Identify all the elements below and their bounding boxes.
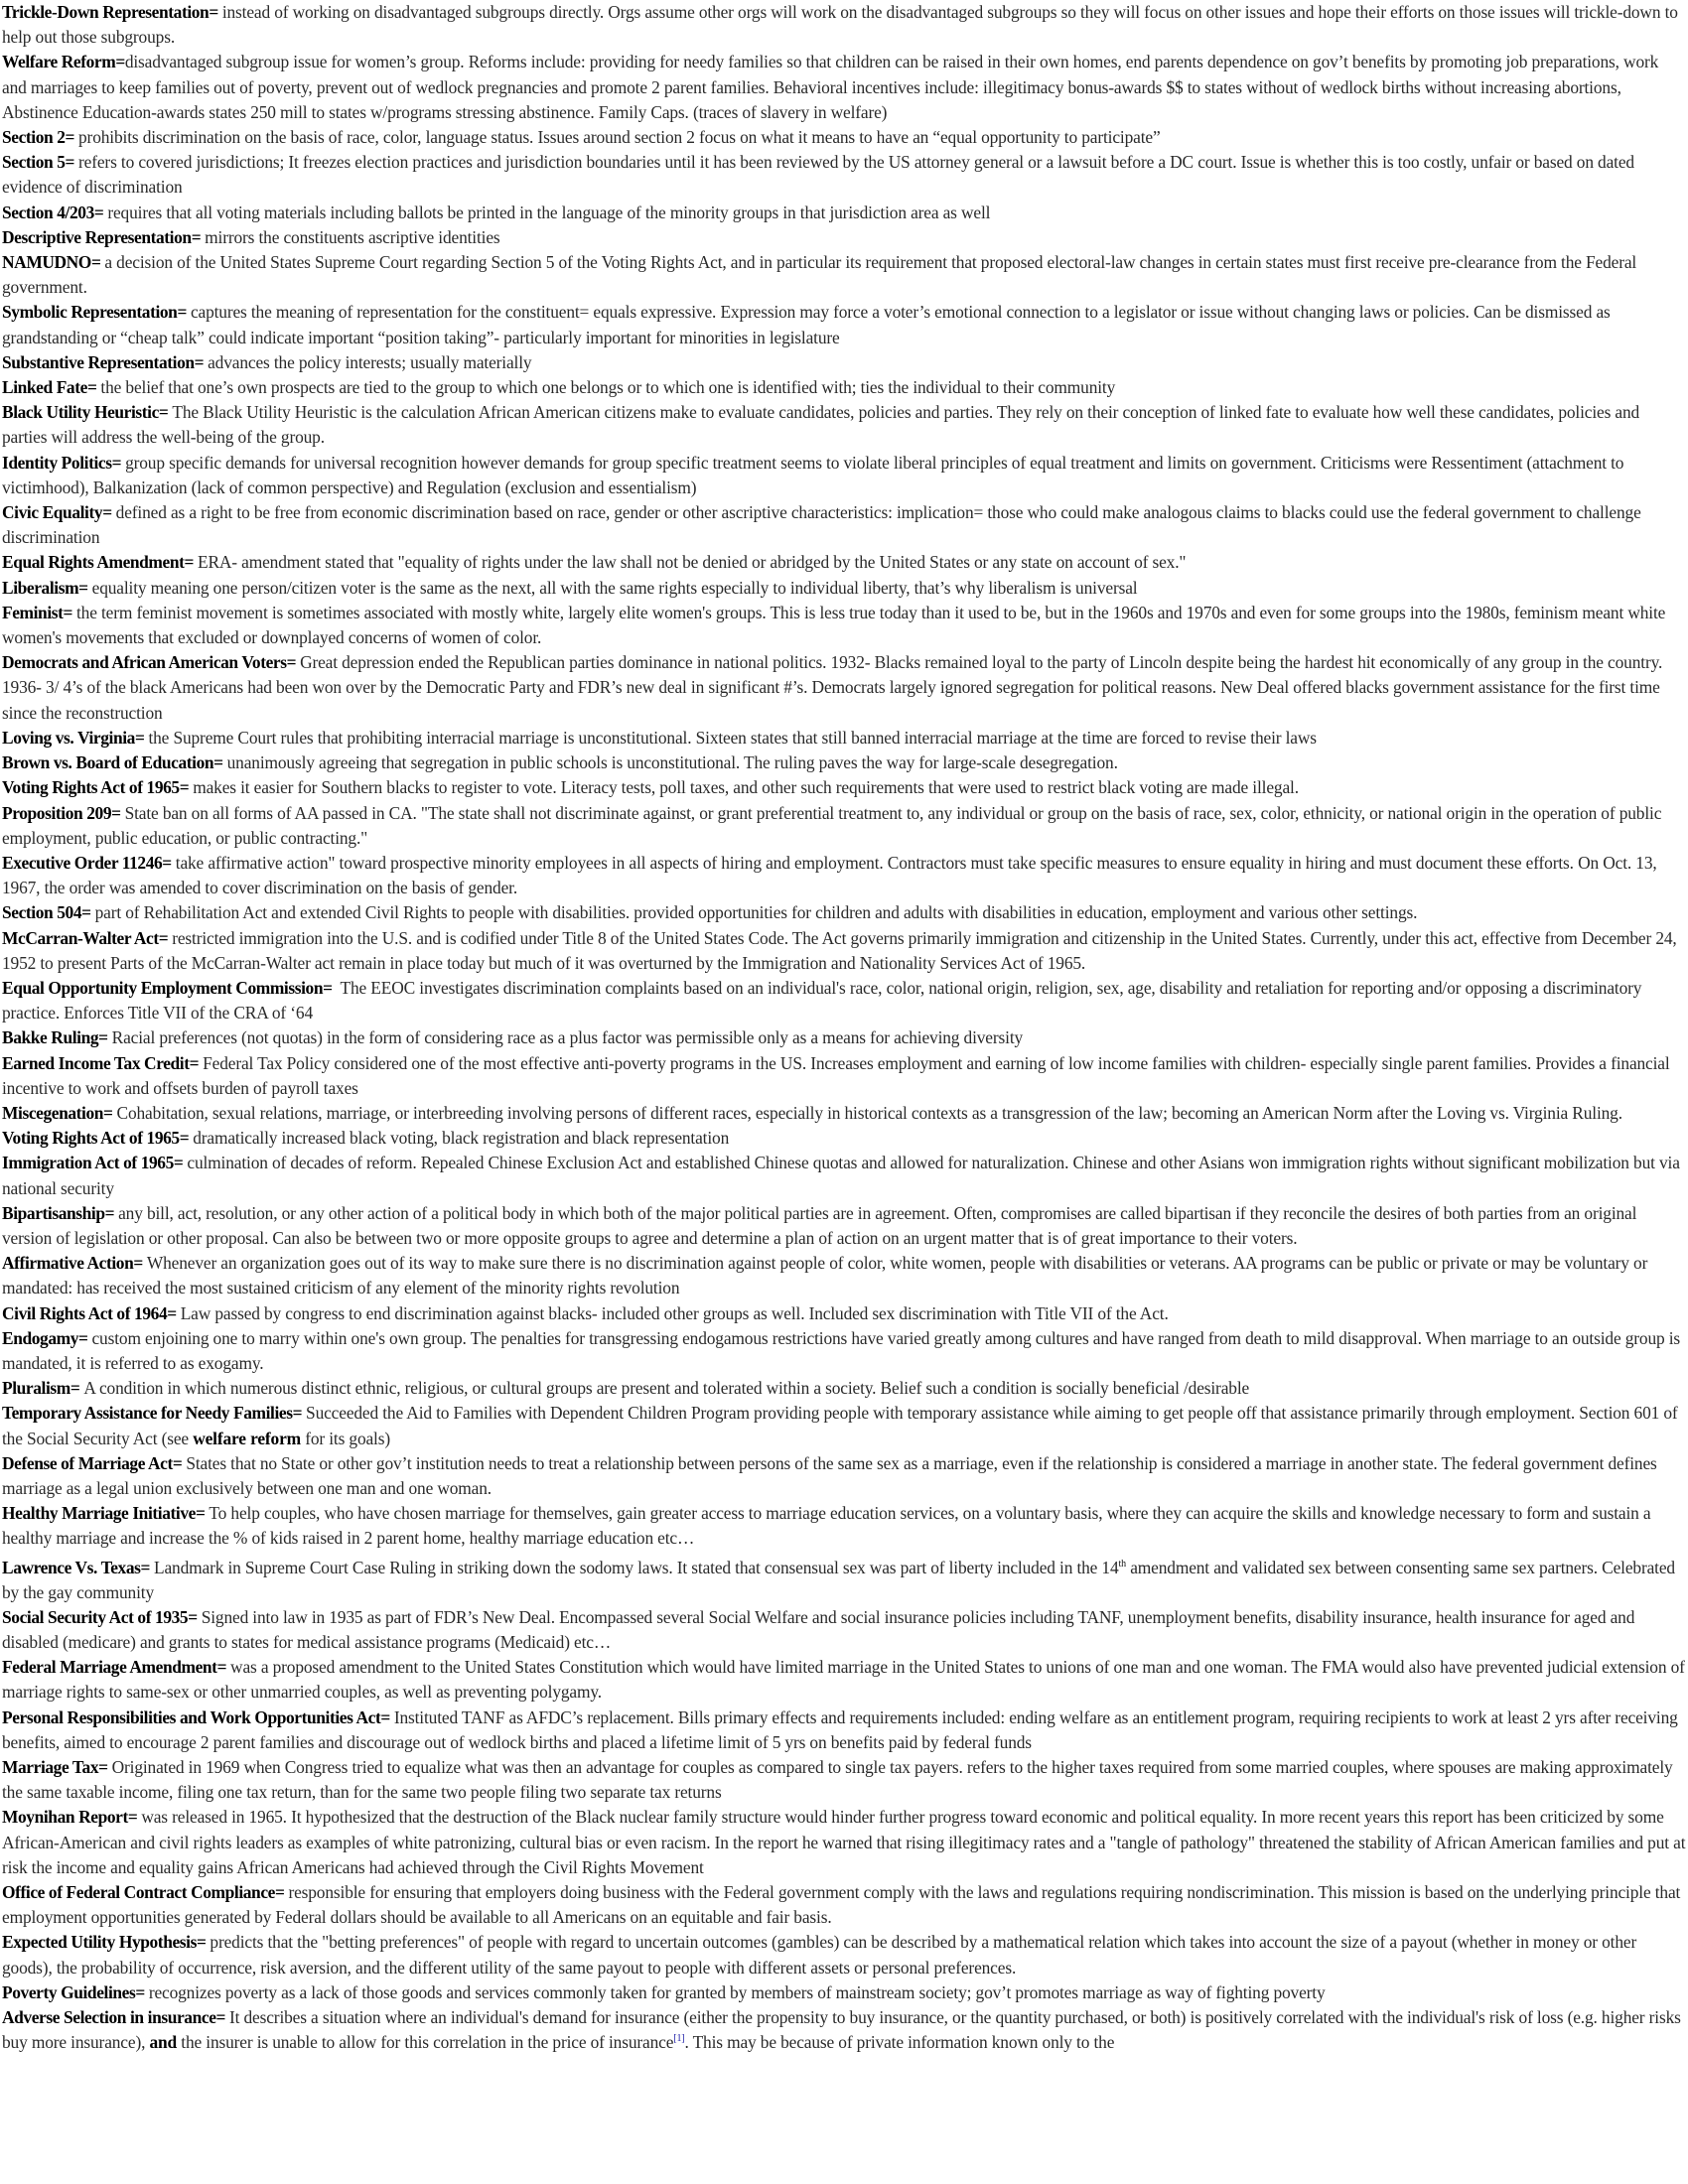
term-separator: = [213, 752, 227, 773]
glossary-term: Moynihan Report [2, 1807, 128, 1828]
glossary-term: Feminist [2, 602, 64, 622]
glossary-entry [2, 1376, 1686, 1401]
glossary-definition: makes it easier for Southern blacks to register to vote. Literacy tests, poll taxes, and other such requirements that were used to restrict black voting are made illegal. [193, 777, 1299, 798]
glossary-entry [2, 550, 1686, 575]
glossary-entry [2, 125, 1686, 150]
glossary-term: Symbolic Representation [2, 302, 178, 323]
glossary-term: Loving vs. Virginia [2, 727, 135, 748]
glossary-term: Voting Rights Act of 1965 [2, 777, 180, 798]
glossary-definition: equality meaning one person/citizen voter is the same as the next, all with the same rights especially to individual liberty, that’s why liberalism is universal [91, 577, 1138, 598]
glossary-term: Defense of Marriage Act [2, 1452, 173, 1473]
glossary-definition: Landmark in Supreme Court Case Ruling in striking down the sodomy laws. It stated that consensual sex was part of liberty included in the 14 [153, 1557, 1119, 1577]
superscript: th [1118, 1558, 1127, 1570]
glossary-entry [2, 775, 1686, 800]
term-separator: = [173, 1153, 188, 1173]
term-separator: = [111, 452, 126, 473]
glossary-term: Civil Rights Act of 1964 [2, 1302, 168, 1323]
glossary-definition-continued: the insurer is unable to allow for this correlation in the price of insurance [177, 2032, 674, 2053]
glossary-definition: ERA- amendment stated that "equality of rights under the law shall not be denied or abridged by the United States or any state on account of sex." [197, 552, 1187, 573]
term-separator: = [196, 1932, 211, 1953]
term-separator: = [135, 1981, 149, 2002]
glossary-definition: custom enjoining one to marry within one's own group. The penalties for transgressing endogamous restrictions have varied greatly among cultures and have ranged from death to mild disapproval. When marriage to an outside group is mandated, it is referred to as exogamy. [2, 1327, 1681, 1373]
term-separator: = [90, 252, 105, 273]
glossary-entry [2, 451, 1686, 500]
glossary-definition: Whenever an organization goes out of its way to make sure there is no discrimination against people of color, white women, people with disabilities or veterans. AA programs can be public or private or may be voluntary or mandated: has received the most sustained criticism of any element of the minority rights revolution [2, 1253, 1648, 1298]
term-separator: = [63, 602, 76, 622]
glossary-term: Bipartisanship [2, 1202, 105, 1223]
glossary-entry [2, 1930, 1686, 1979]
term-separator: = [167, 1302, 181, 1323]
glossary-term: Democrats and African American Voters [2, 652, 287, 673]
glossary-entry [2, 1552, 1686, 1605]
term-separator: = [380, 1706, 394, 1727]
glossary-definition: part of Rehabilitation Act and extended Civil Rights to people with disabilities. provided opportunities for children and adults with disabilities in education, employment and various other settings. [94, 902, 1418, 923]
glossary-entry [2, 650, 1686, 726]
term-separator: = [70, 1378, 84, 1399]
term-separator: = [184, 552, 198, 573]
glossary-term: Endogamy [2, 1327, 79, 1348]
glossary-term: Pluralism [2, 1378, 70, 1399]
glossary-term: Temporary Assistance for Needy Families [2, 1403, 293, 1424]
glossary-definition-tail: for its goals) [301, 1428, 391, 1448]
glossary-entry [2, 1401, 1686, 1450]
glossary-definition: mirrors the constituents ascriptive identities [205, 226, 500, 247]
glossary-entry [2, 1051, 1686, 1101]
glossary-definition: the term feminist movement is sometimes associated with mostly white, largely elite women's groups. This is less true today than it used to be, but in the 1960s and 1970s and even for some groups into the 1980s, feminism meant white women's movements that excluded or downplayed concerns of women of color. [2, 602, 1666, 648]
term-separator: = [127, 1807, 142, 1828]
glossary-definition: requires that all voting materials including ballots be printed in the language of the minority groups in that jurisdiction area as well [107, 202, 991, 222]
glossary-entry [2, 1126, 1686, 1151]
glossary-definition: any bill, act, resolution, or any other action of a political body in which both of the major political parties are in agreement. Often, compromises are called bipartisan if they reconcile the desires of both parties from an original version of legislation or other proposal. Can also be between two or more opposite groups to agree and determine a plan of action on an urgent matter that is of great importance to their voters. [2, 1202, 1637, 1248]
glossary-definition: defined as a right to be free from economic discrimination based on race, gender or other ascriptive characteristics: implication= those who could make analogous claims to blacks could use the federal government to challenge discrimination [2, 502, 1641, 548]
glossary-term: Social Security Act of 1935 [2, 1606, 189, 1627]
glossary-term: Poverty Guidelines [2, 1981, 136, 2002]
glossary-definition: restricted immigration into the U.S. and is codified under Title 8 of the United States Code. The Act governs primarily immigration and citizenship in the United States. Currently, under this act, effective from December 24, 1952 to present Parts of the McCarran-Walter act remain in place today but much of it was overturned by the Immigration and Nationality Services Act of 1965. [2, 927, 1677, 973]
term-separator: = [189, 1052, 204, 1073]
glossary-definition: predicts that the "betting preferences" of people with regard to uncertain outcomes (gambles) can be described by a mathematical relation which takes into account the size of a payout (whether in money or other goods), the probability of occurrence, risk aversion, and the different utility of the same payout to people with different assets or personal preferences. [2, 1932, 1637, 1978]
term-separator: = [111, 802, 125, 823]
glossary-definition: States that no State or other gov’t institution needs to treat a relationship between persons of the same sex as a marriage, even if the relationship is considered a marriage in another state. The federal government defines marriage as a legal union exclusively between one man and one woman. [2, 1452, 1657, 1498]
glossary-term: Brown vs. Board of Education [2, 752, 214, 773]
glossary-entry [2, 976, 1686, 1025]
glossary-definition: was a proposed amendment to the United States Constitution which would have limited marriage in the United States to unions of one man and one woman. The FMA would also have prevented judicial extension of marriage rights to same-sex or other unmarried couples, as well as preventing polygamy. [2, 1657, 1685, 1703]
glossary-entry [2, 1101, 1686, 1126]
glossary-entry [2, 350, 1686, 375]
glossary-entry [2, 1605, 1686, 1655]
glossary-term: Expected Utility Hypothesis [2, 1932, 197, 1953]
glossary-definition: a decision of the United States Supreme Court regarding Section 5 of the Voting Rights Act, and in particular its requirement that proposed electoral-law changes in certain states must first receive pre-clearance from the Federal government. [2, 252, 1637, 298]
footnote-reference-link[interactable]: [1] [673, 2033, 685, 2045]
glossary-entry [2, 1980, 1686, 2005]
glossary-definition: Federal Tax Policy considered one of the most effective anti-poverty programs in the US. Increases employment and earning of low income families with children- especially single parent families. Provides a financial incentive to work and offsets burden of payroll taxes [2, 1052, 1670, 1098]
glossary-definition: dramatically increased black voting, black registration and black representation [193, 1128, 730, 1149]
glossary-entry [2, 1805, 1686, 1880]
glossary-term: Bakke Ruling [2, 1027, 99, 1048]
glossary-definition: the belief that one’s own prospects are tied to the group to which one belongs or to which one is identified with; ties the individual to their community [100, 377, 1116, 398]
term-separator: = [98, 1757, 112, 1778]
glossary-entry [2, 1151, 1686, 1200]
glossary-definition: State ban on all forms of AA passed in CA. "The state shall not discriminate against, or grant preferential treatment to, any individual or group on the basis of race, sex, color, ethnicity, or national origin in the operation of public employment, public education, or public contracting." [2, 802, 1662, 848]
glossary-entry [2, 150, 1686, 200]
term-separator: = [215, 2007, 229, 2028]
glossary-entry [2, 1251, 1686, 1300]
glossary-entry [2, 751, 1686, 775]
glossary-term: Liberalism [2, 577, 79, 598]
glossary-definition: Great depression ended the Republican parties dominance in national politics. 1932- Blacks remained loyal to the party of Lincoln despite being the hardest hit economically of any group in the country. 1936- 3/ 4’s of the black Americans had been won over by the Democratic Party and FDR’s new deal in significant #’s. Democrats largely ignored segregation for political reasons. New Deal offered blacks government assistance for the first time since the reconstruction [2, 652, 1663, 723]
glossary-term: Lawrence Vs. Texas [2, 1557, 141, 1577]
glossary-term: Executive Order 11246 [2, 852, 163, 873]
glossary-term: Descriptive Representation [2, 226, 192, 247]
term-separator: = [115, 52, 125, 72]
glossary-term: Affirmative Action [2, 1253, 134, 1274]
term-separator: = [195, 1503, 210, 1524]
glossary-entry [2, 900, 1686, 925]
glossary-entry [2, 1706, 1686, 1755]
glossary-entry [2, 201, 1686, 225]
glossary-term: Marriage Tax [2, 1757, 99, 1778]
term-separator: = [78, 577, 92, 598]
glossary-definition: the Supreme Court rules that prohibiting interracial marriage is unconstitutional. Sixteen states that still banned interracial marriage at the time are forced to revise their laws [148, 727, 1317, 748]
term-separator: = [86, 377, 101, 398]
glossary-entry [2, 250, 1686, 300]
glossary-definition: unanimously agreeing that segregation in public schools is unconstitutional. The ruling paves the way for large-scale desegregation. [226, 752, 1118, 773]
glossary-definition: Instituted TANF as AFDC’s replacement. Bills primary effects and requirements included: ending welfare as an entitlement program, requiring recipients to work at least 2 yrs after receiving benefits, aimed to encourage 2 parent families and discourage out of wedlock births and placed a lifetime limit of 5 yrs on benefits paid by federal funds [2, 1706, 1678, 1752]
glossary-term: Federal Marriage Amendment [2, 1657, 217, 1678]
term-separator: = [216, 1657, 231, 1678]
glossary-definition-tail: . This may be because of private information known only to the [684, 2032, 1115, 2053]
glossary-entry [2, 300, 1686, 349]
glossary-term: Office of Federal Contract Compliance [2, 1882, 275, 1903]
glossary-term: Immigration Act of 1965 [2, 1153, 174, 1173]
glossary-definition: The Black Utility Heuristic is the calculation African American citizens make to evaluate candidates, policies and parties. They rely on their conception of linked fate to evaluate how well these candidates, policies and parties will address the well-being of the group. [2, 402, 1640, 448]
glossary-definition: instead of working on disadvantaged subgroups directly. Orgs assume other orgs will work on the disadvantaged subgroups so they will focus on other issues and hope their efforts on those issues will trickle-down to help out those subgroups. [2, 2, 1678, 48]
term-separator: = [81, 902, 95, 923]
glossary-definition: was released in 1965. It hypothesized that the destruction of the Black nuclear family structure would hinder further progress toward economic and political equality. In more recent years this report has been criticized by some African-American and civil rights leaders as examples of white patronizing, cultural bias or even racism. In the report he warned that rising illegitimacy rates and a "tangle of pathology" threatened the stability of African American families and put at risk the income and equality gains African Americans had achieved through the Civil Rights Movement [2, 1807, 1686, 1877]
glossary-term: Section 4/203 [2, 202, 94, 222]
glossary-definition: The EEOC investigates discrimination complaints based on an individual's race, color, national origin, religion, sex, age, disability and retaliation for reporting and/or opposing a discriminatory practice. Enforces Title VII of the CRA of ‘64 [2, 977, 1642, 1024]
glossary-term: Miscegenation [2, 1102, 104, 1123]
glossary-entry [2, 375, 1686, 400]
term-separator: = [103, 1102, 117, 1123]
term-separator: = [158, 402, 173, 423]
glossary-definition: captures the meaning of representation for the constituent= equals expressive. Expression may force a voter’s emotional connection to a legislator or issue without changing laws or policies. Can be dismissed as grandstanding or “cheap talk” could indicate important “position taking”- particularly important for minorities in legislature [2, 302, 1611, 347]
glossary-definition: Racial preferences (not quotas) in the form of considering race as a plus factor was permissible only as a means for achieving diversity [111, 1027, 1024, 1048]
glossary-definition: Law passed by congress to end discrimination against blacks- included other groups as well. Included sex discrimination with Title VII of the Act. [180, 1302, 1169, 1323]
glossary-definition: culmination of decades of reform. Repealed Chinese Exclusion Act and established Chinese quotas and allowed for naturalization. Chinese and other Asians won immigration rights without significant mobilization but via national security [2, 1153, 1680, 1198]
inline-bold-text: and [149, 2032, 178, 2053]
glossary-term: Section 504 [2, 902, 82, 923]
term-separator: = [93, 202, 108, 222]
glossary-term: Adverse Selection in insurance [2, 2007, 216, 2028]
glossary-term: NAMUDNO [2, 252, 91, 273]
glossary-term: McCarran-Walter Act [2, 927, 159, 948]
term-separator: = [274, 1882, 289, 1903]
glossary-entry [2, 0, 1686, 50]
term-separator: = [191, 226, 206, 247]
glossary-definition: Cohabitation, sexual relations, marriage, or interbreeding involving persons of different races, especially in historical contexts as a transgression of the law; becoming an American Norm after the Loving vs. Virginia Ruling. [116, 1102, 1622, 1123]
glossary-entry [2, 1451, 1686, 1501]
term-separator: = [292, 1403, 307, 1424]
term-separator: = [98, 1027, 112, 1048]
glossary-term: Healthy Marriage Initiative [2, 1503, 196, 1524]
glossary-entry [2, 225, 1686, 250]
term-separator: = [65, 152, 79, 173]
glossary-entry [2, 1025, 1686, 1050]
glossary-definition: Originated in 1969 when Congress tried to equalize what was then an advantage for couples as compared to single tax payers. refers to the higher taxes required from some married couples, where spouses are making approximately the same taxable income, filing one tax return, than for the same two people filing two separate tax returns [2, 1757, 1673, 1803]
term-separator: = [172, 1452, 187, 1473]
term-separator: = [158, 927, 173, 948]
term-separator: = [179, 1128, 194, 1149]
glossary-definition: disadvantaged subgroup issue for women’s group. Reforms include: providing for needy families so that children can be raised in their own homes, end parents dependence on gov’t benefits by promoting job preparations, work and marriages to keep families out of poverty, prevent out of wedlock pregnancies and promote 2 parent families. Behavioral incentives include: illegitimacy bonus-awards $$ to states without of wedlock births without increasing abortions, Abstinence Education-awards states 250 mill to states w/programs stressing abstinence. Family Caps. (traces of slavery in welfare) [2, 52, 1659, 122]
glossary-definition: Succeeded the Aid to Families with Dependent Children Program providing people with temporary assistance while aiming to get people off that assistance primarily through employment. Section 601 of the Social Security Act (see [2, 1403, 1678, 1448]
term-separator: = [209, 2, 222, 22]
term-separator: = [179, 777, 194, 798]
term-separator: = [286, 652, 301, 673]
term-separator: = [323, 977, 341, 998]
glossary-entry [2, 1655, 1686, 1705]
glossary-term: Proposition 209 [2, 802, 112, 823]
term-separator: = [177, 302, 191, 323]
glossary-entry [2, 851, 1686, 900]
term-separator: = [194, 351, 209, 372]
glossary-entry [2, 1755, 1686, 1805]
glossary-term: Welfare Reform [2, 52, 116, 72]
glossary-definition: take affirmative action" toward prospective minority employees in all aspects of hiring and employment. Contractors must take specific measures to ensure equality in hiring and must document these efforts. On Oct. 13, 1967, the order was amended to cover discrimination on the basis of gender. [2, 852, 1657, 898]
glossary-definition: Signed into law in 1935 as part of FDR’s New Deal. Encompassed several Social Welfare and social insurance policies including TANF, unemployment benefits, disability insurance, health insurance for aged and disabled (medicare) and grants to states for medical assistance programs (Medicaid) etc… [2, 1606, 1635, 1652]
term-separator: = [188, 1606, 202, 1627]
term-separator: = [102, 502, 116, 523]
glossary-definition: refers to covered jurisdictions; It freezes election practices and jurisdiction boundaries until it has been reviewed by the US attorney general or a lawsuit before a DC court. Issue is whether this is too costly, unfair or based on dated evidence of discrimination [2, 152, 1634, 198]
glossary-entry [2, 926, 1686, 976]
term-separator: = [104, 1202, 119, 1223]
glossary-term: Equal Opportunity Employment Commission [2, 977, 324, 998]
glossary-term: Equal Rights Amendment [2, 552, 185, 573]
glossary-entry [2, 1326, 1686, 1376]
glossary-entry [2, 1301, 1686, 1326]
glossary-term: Trickle-Down Representation [2, 2, 210, 22]
glossary-definition: A condition in which numerous distinct ethnic, religious, or cultural groups are present and tolerated within a society. Belief such a condition is socially beneficial /desirable [83, 1378, 1250, 1399]
term-separator: = [78, 1327, 92, 1348]
glossary-definition: group specific demands for universal recognition however demands for group specific treatment seems to violate liberal principles of equal treatment and limits on government. Criticisms were Ressentiment (attachment to victimhood), Balkanization (lack of common perspective) and Regulation (exclusion and essentialism) [2, 452, 1624, 497]
glossary-term: Identity Politics [2, 452, 112, 473]
glossary-definition: It describes a situation where an individual's demand for insurance (either the propensity to buy insurance, or the quantity purchased, or both) is positively correlated with the individual's risk of loss (e.g. higher risks buy more insurance), [2, 2007, 1681, 2053]
glossary-entry [2, 576, 1686, 601]
glossary-entry [2, 400, 1686, 450]
glossary-term: Civic Equality [2, 502, 103, 523]
glossary-definition: responsible for ensuring that employers doing business with the Federal government comply with the laws and regulations requiring nondiscrimination. This mission is based on the underlying principle that employment opportunities generated by Federal dollars should be available to all Americans on an equitable and fair basis. [2, 1882, 1681, 1928]
term-separator: = [65, 127, 79, 148]
glossary-definition: recognizes poverty as a lack of those goods and services commonly taken for granted by members of mainstream society; gov’t promotes marriage as way of fighting poverty [148, 1981, 1326, 2002]
glossary-entry [2, 2005, 1686, 2055]
glossary-definition: prohibits discrimination on the basis of race, color, language status. Issues around section 2 focus on what it means to have an “equal opportunity to participate” [78, 127, 1161, 148]
glossary-entry [2, 1201, 1686, 1251]
glossary-definition-tail: amendment and validated sex between consenting same sex partners. Celebrated by the gay community [2, 1557, 1675, 1602]
term-separator: = [134, 727, 149, 748]
glossary-entry [2, 1880, 1686, 1930]
term-separator: = [162, 852, 176, 873]
glossary-entry [2, 500, 1686, 550]
glossary-term: Voting Rights Act of 1965 [2, 1128, 180, 1149]
glossary-entry [2, 726, 1686, 751]
glossary-term: Section 5 [2, 152, 66, 173]
glossary-definition: To help couples, who have chosen marriage for themselves, gain greater access to marriage education services, on a voluntary basis, where they can acquire the skills and knowledge necessary to form and sustain a healthy marriage and increase the % of kids raised in 2 parent home, healthy marriage education etc… [2, 1503, 1651, 1549]
glossary-term: Personal Responsibilities and Work Opportunities Act [2, 1706, 381, 1727]
glossary-entry [2, 601, 1686, 650]
glossary-term: Substantive Representation [2, 351, 195, 372]
glossary-term: Section 2 [2, 127, 66, 148]
term-separator: = [133, 1253, 147, 1274]
glossary-term: Earned Income Tax Credit [2, 1052, 190, 1073]
term-separator: = [140, 1557, 154, 1577]
glossary-entry [2, 1501, 1686, 1551]
glossary-term: Black Utility Heuristic [2, 402, 159, 423]
glossary-term: Linked Fate [2, 377, 87, 398]
glossary-entry [2, 801, 1686, 851]
inline-bold-text: welfare reform [193, 1428, 301, 1448]
glossary-definition: advances the policy interests; usually materially [208, 351, 532, 372]
glossary-entry [2, 50, 1686, 125]
